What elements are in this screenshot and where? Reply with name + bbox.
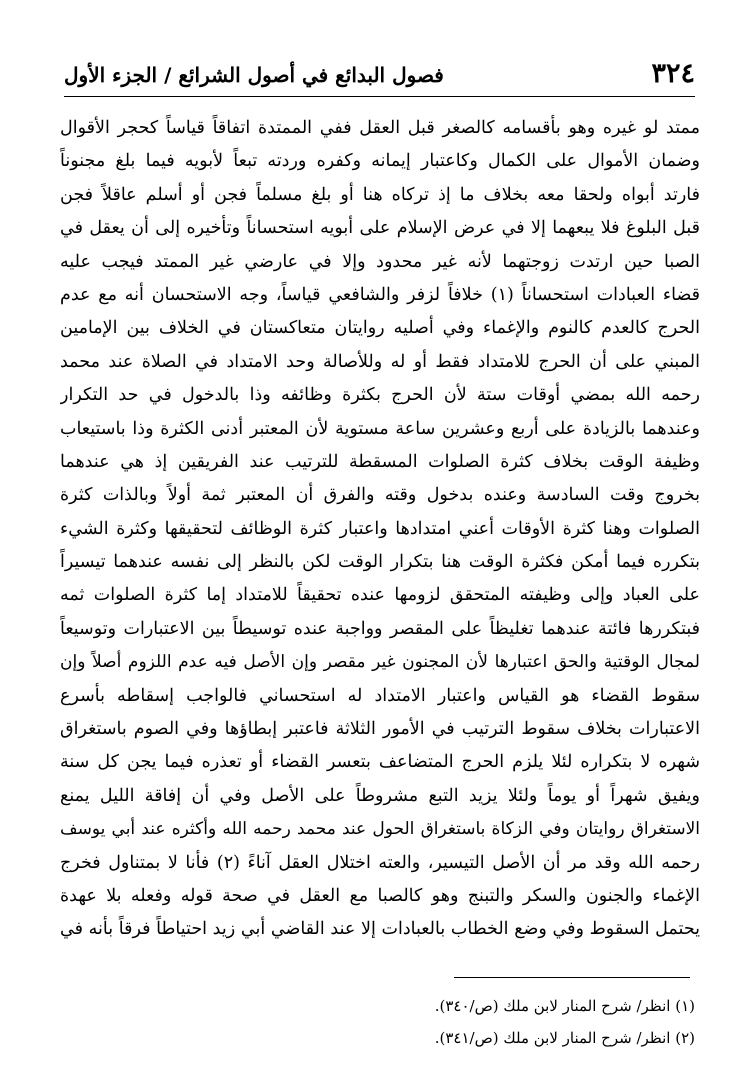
text-line: الصبا حين ارتدت زوجتهما لأنه غير محدود وإلا في عارضي غير الممتد فيجب عليه — [60, 251, 700, 272]
text-line: وظيفة الوقت بخلاف كثرة الصلوات المسقطة للترتيب عند الفريقين إذ هي عندهما — [60, 451, 700, 472]
text-line: قبل البلوغ فلا يبعهما إلا في عرض الإسلام على أبويه استحساناً وتأخيره إلى أن يعقل في — [60, 218, 700, 239]
text-line: يحتمل السقوط وفي وضع الخطاب بالعبادات إلا عند القاضي أبي زيد احتياطاً فرقاً بأنه في — [60, 919, 700, 940]
text-line: الإغماء والجنون والسكر والتبنج وهو كالصبا مع العقل في صحة قوله وفعله بلا عهدة — [60, 885, 700, 906]
page-header — [64, 56, 695, 96]
footnotes — [55, 990, 695, 1054]
text-line: بتكرره فيما أمكن فكثرة الوقت هنا بتكرار الوقت لكن بالنظر إلى نفسه عندهما تيسيراً — [60, 552, 700, 573]
text-line: الصلوات وهنا كثرة الأوقات أعني امتدادها واعتبار كثرة الوظائف لتحقيقها وكثرة الشيء — [60, 518, 700, 539]
text-line: على العباد وإلى وظيفته المتحقق لزومها عنده تحقيقاً للامتداد إما كثرة الصلوات ثمه — [60, 585, 700, 606]
text-line: وضمان الأموال على الكمال وكاعتبار إيمانه وكفره وردته تبعاً لأبويه فيما بلغ مجنوناً — [60, 151, 700, 172]
page-number: ٣٢٤ — [651, 58, 695, 89]
text-line: ممتد لو غيره وهو بأقسامه كالصغر قبل العقل ففي الممتدة اتفاقاً قياساً كحجر الأقوال — [60, 118, 700, 138]
header-rule — [64, 96, 695, 97]
text-line: فبتكررها فائتة عندهما تغليظاً على المقصر وواجبة عنده توسيطاً بين الاعتبارات وتوسيعاً — [60, 618, 700, 639]
text-line: قضاء العبادات استحساناً (١) خلافاً لزفر والشافعي قياساً، وجه الاستحسان أنه مع عدم — [60, 284, 700, 305]
text-line: رحمه الله بمضي أوقات ستة لأن الحرج بكثرة وظائفه وذا بالدخول في حد التكرار — [60, 385, 700, 406]
body-text — [60, 112, 700, 947]
text-line: لمجال الوقتية والحق اعتبارها لأن المجنون غير مقصر وإن الأصل فيه عدم اللزوم أصلاً وإن — [60, 652, 700, 673]
text-line: ويفيق شهراً أو يوماً ولئلا يزيد التبع مشروطاً على الأصل وفي أن إفاقة الليل يمنع — [60, 785, 700, 806]
text-line: بخروج وقت السادسة وعنده بدخول وقته والفرق أن المعتبر ثمة أولاً وبالذات كثرة — [60, 485, 700, 506]
text-line: الاعتبارات بخلاف سقوط الترتيب في الأمور الثلاثة فاعتبر إبطاؤها وفي الصوم باستغراق — [60, 719, 700, 740]
running-title: فصول البدائع في أصول الشرائع / الجزء الأول — [64, 63, 444, 87]
text-line: الاستغراق روايتان وفي الزكاة باستغراق الحول عند محمد رحمه الله وأكثره عند أبي يوسف — [60, 819, 700, 840]
text-line: الحرج كالعدم كالنوم والإغماء وفي أصليه روايتان متعاكستان في الخلاف بين الإمامين — [60, 318, 700, 339]
footnote-separator — [454, 977, 690, 978]
text-line: المبني على أن الحرج للامتداد فقط أو له وللأصالة وحد الامتداد في الصلاة عند محمد — [60, 351, 700, 372]
footnote: (١) انظر/ شرح المنار لابن ملك (ص/٣٤٠). — [434, 997, 695, 1015]
text-line: فارتد أبواه ولحقا معه بخلاف ما إذ تركاه هنا أو بلغ مسلماً فجن أو أسلم عاقلاً فجن — [60, 184, 700, 205]
text-line: شهره لا بتكراره لئلا يلزم الحرج المتضاعف بتعسر القضاء أو تعذره فيما يجن كل سنة — [60, 752, 700, 773]
text-line: وعندهما بالزيادة على أربع وعشرين ساعة مستوية لأن المعتبر أدنى الكثرة وذا باستيعاب — [60, 418, 700, 439]
text-line: رحمه الله وقد مر أن الأصل التيسير، والعته اختلال العقل آناءً (٢) فأنا لا بمتناول فخرج — [60, 852, 700, 873]
footnote: (٢) انظر/ شرح المنار لابن ملك (ص/٣٤١). — [434, 1029, 695, 1047]
text-line: سقوط القضاء هو القياس واعتبار الامتداد له استحساني فالواجب إسقاطه بأسرع — [60, 685, 700, 706]
